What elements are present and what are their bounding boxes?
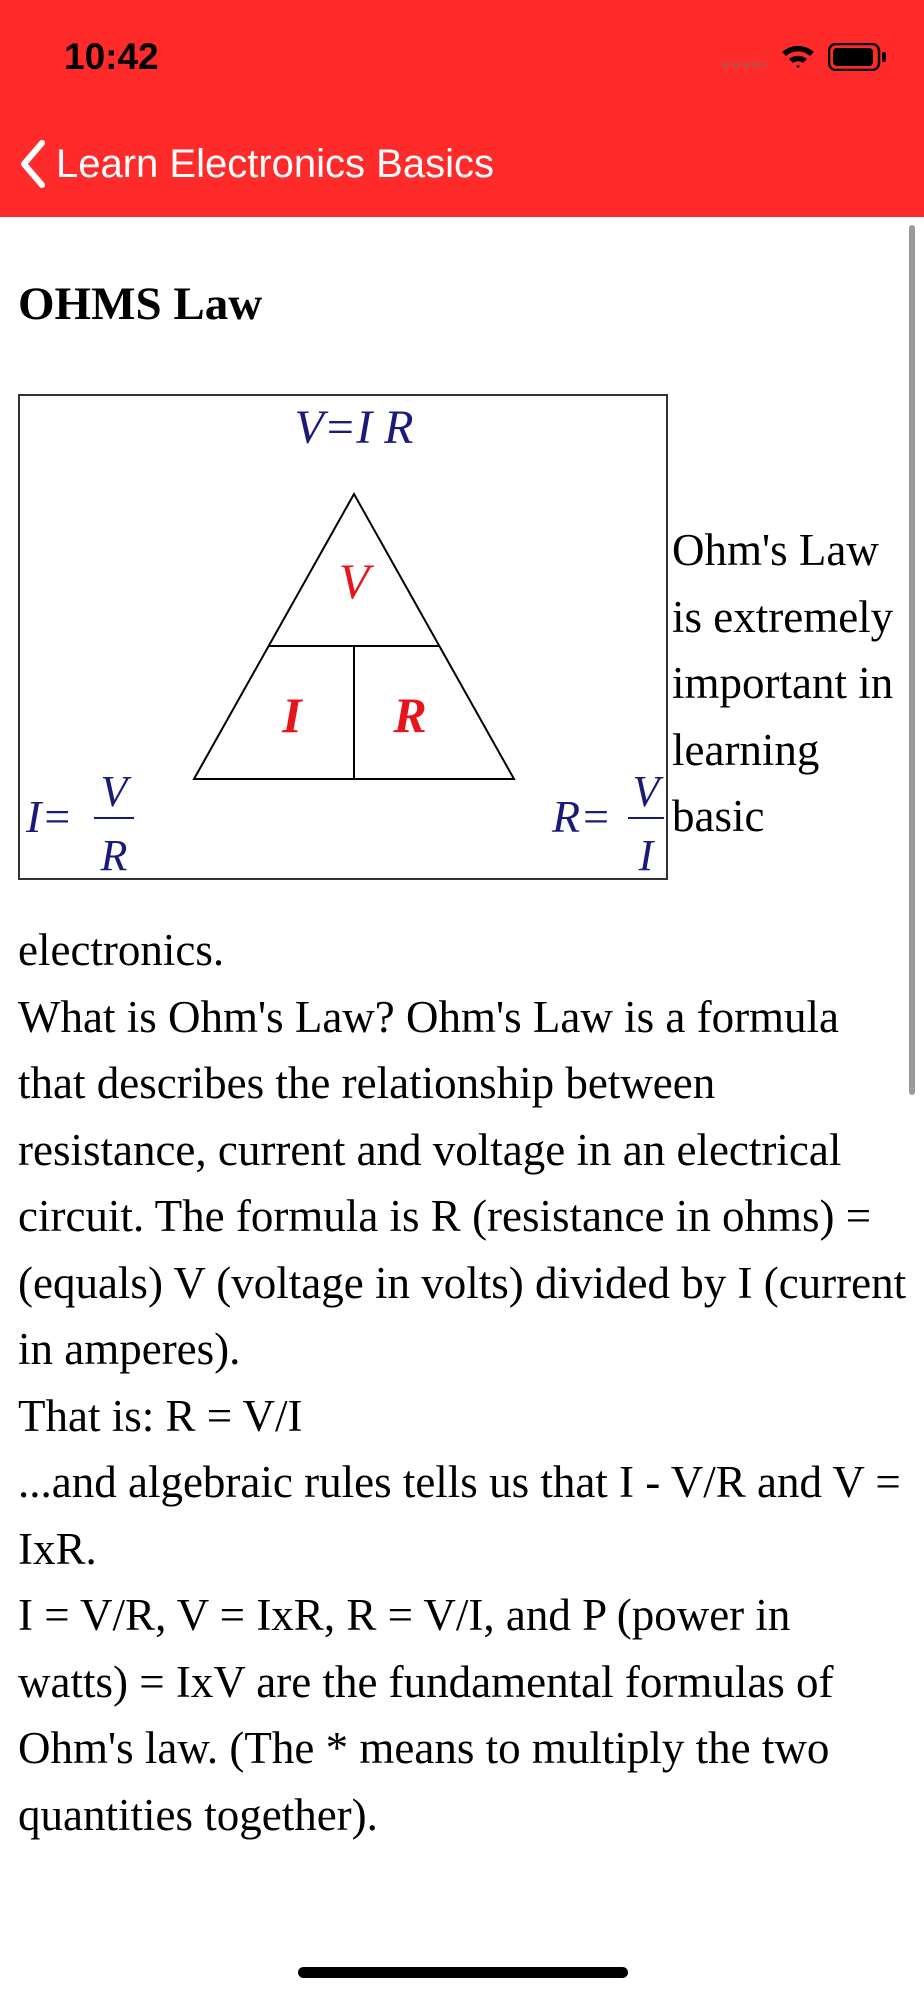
triangle-current-label: I	[282, 687, 302, 743]
article-body	[18, 917, 908, 1848]
left-formula-denominator: R	[100, 831, 128, 878]
article-content	[0, 217, 924, 1917]
chevron-left-icon	[18, 139, 46, 189]
intro-side-text: Ohm's Law is extremely important in learning basic	[672, 525, 894, 841]
status-time: 10:42	[64, 36, 159, 77]
ohms-law-figure	[18, 394, 668, 880]
cellular-signal-icon	[722, 60, 768, 70]
triangle-voltage-label: V	[338, 553, 370, 609]
right-formula-lhs: R=	[552, 791, 612, 842]
battery-icon	[828, 43, 888, 71]
triangle-resistance-label: R	[393, 687, 427, 743]
paragraph: What is Ohm's Law? Ohm's Law is a formula that describes the relationship between resistance, current and voltage in an electrical circuit. The formula is R (resistance in ohms) = (equals) V (voltage in volts) divided by I (current in amperes).	[18, 991, 907, 1374]
paragraph: That is: R = V/I	[18, 1390, 303, 1441]
top-formula: V=I R	[294, 401, 414, 454]
wifi-icon	[780, 42, 816, 70]
ohms-law-diagram	[20, 396, 666, 878]
paragraph: I = V/R, V = IxR, R = V/I, and P (power in watts) = IxV are the fundamental formulas of Ohm's law. (The * means to multiply the two quantities together).	[18, 1590, 834, 1840]
paragraph: electronics.	[18, 925, 225, 975]
navigation-bar	[0, 110, 924, 217]
left-formula-lhs: I=	[26, 791, 73, 842]
back-button[interactable]	[18, 134, 494, 194]
status-bar	[0, 0, 924, 110]
right-formula-denominator: I	[638, 831, 654, 878]
back-button-label: Learn Electronics Basics	[56, 141, 494, 186]
home-indicator[interactable]	[298, 1967, 628, 1978]
left-formula-numerator: V	[100, 767, 128, 816]
paragraph: ...and algebraic rules tells us that I - V/R and V = IxR.	[18, 1457, 901, 1574]
vertical-scrollbar[interactable]	[909, 225, 915, 1095]
right-formula-numerator: V	[632, 767, 660, 816]
page-title: OHMS Law	[18, 278, 263, 330]
